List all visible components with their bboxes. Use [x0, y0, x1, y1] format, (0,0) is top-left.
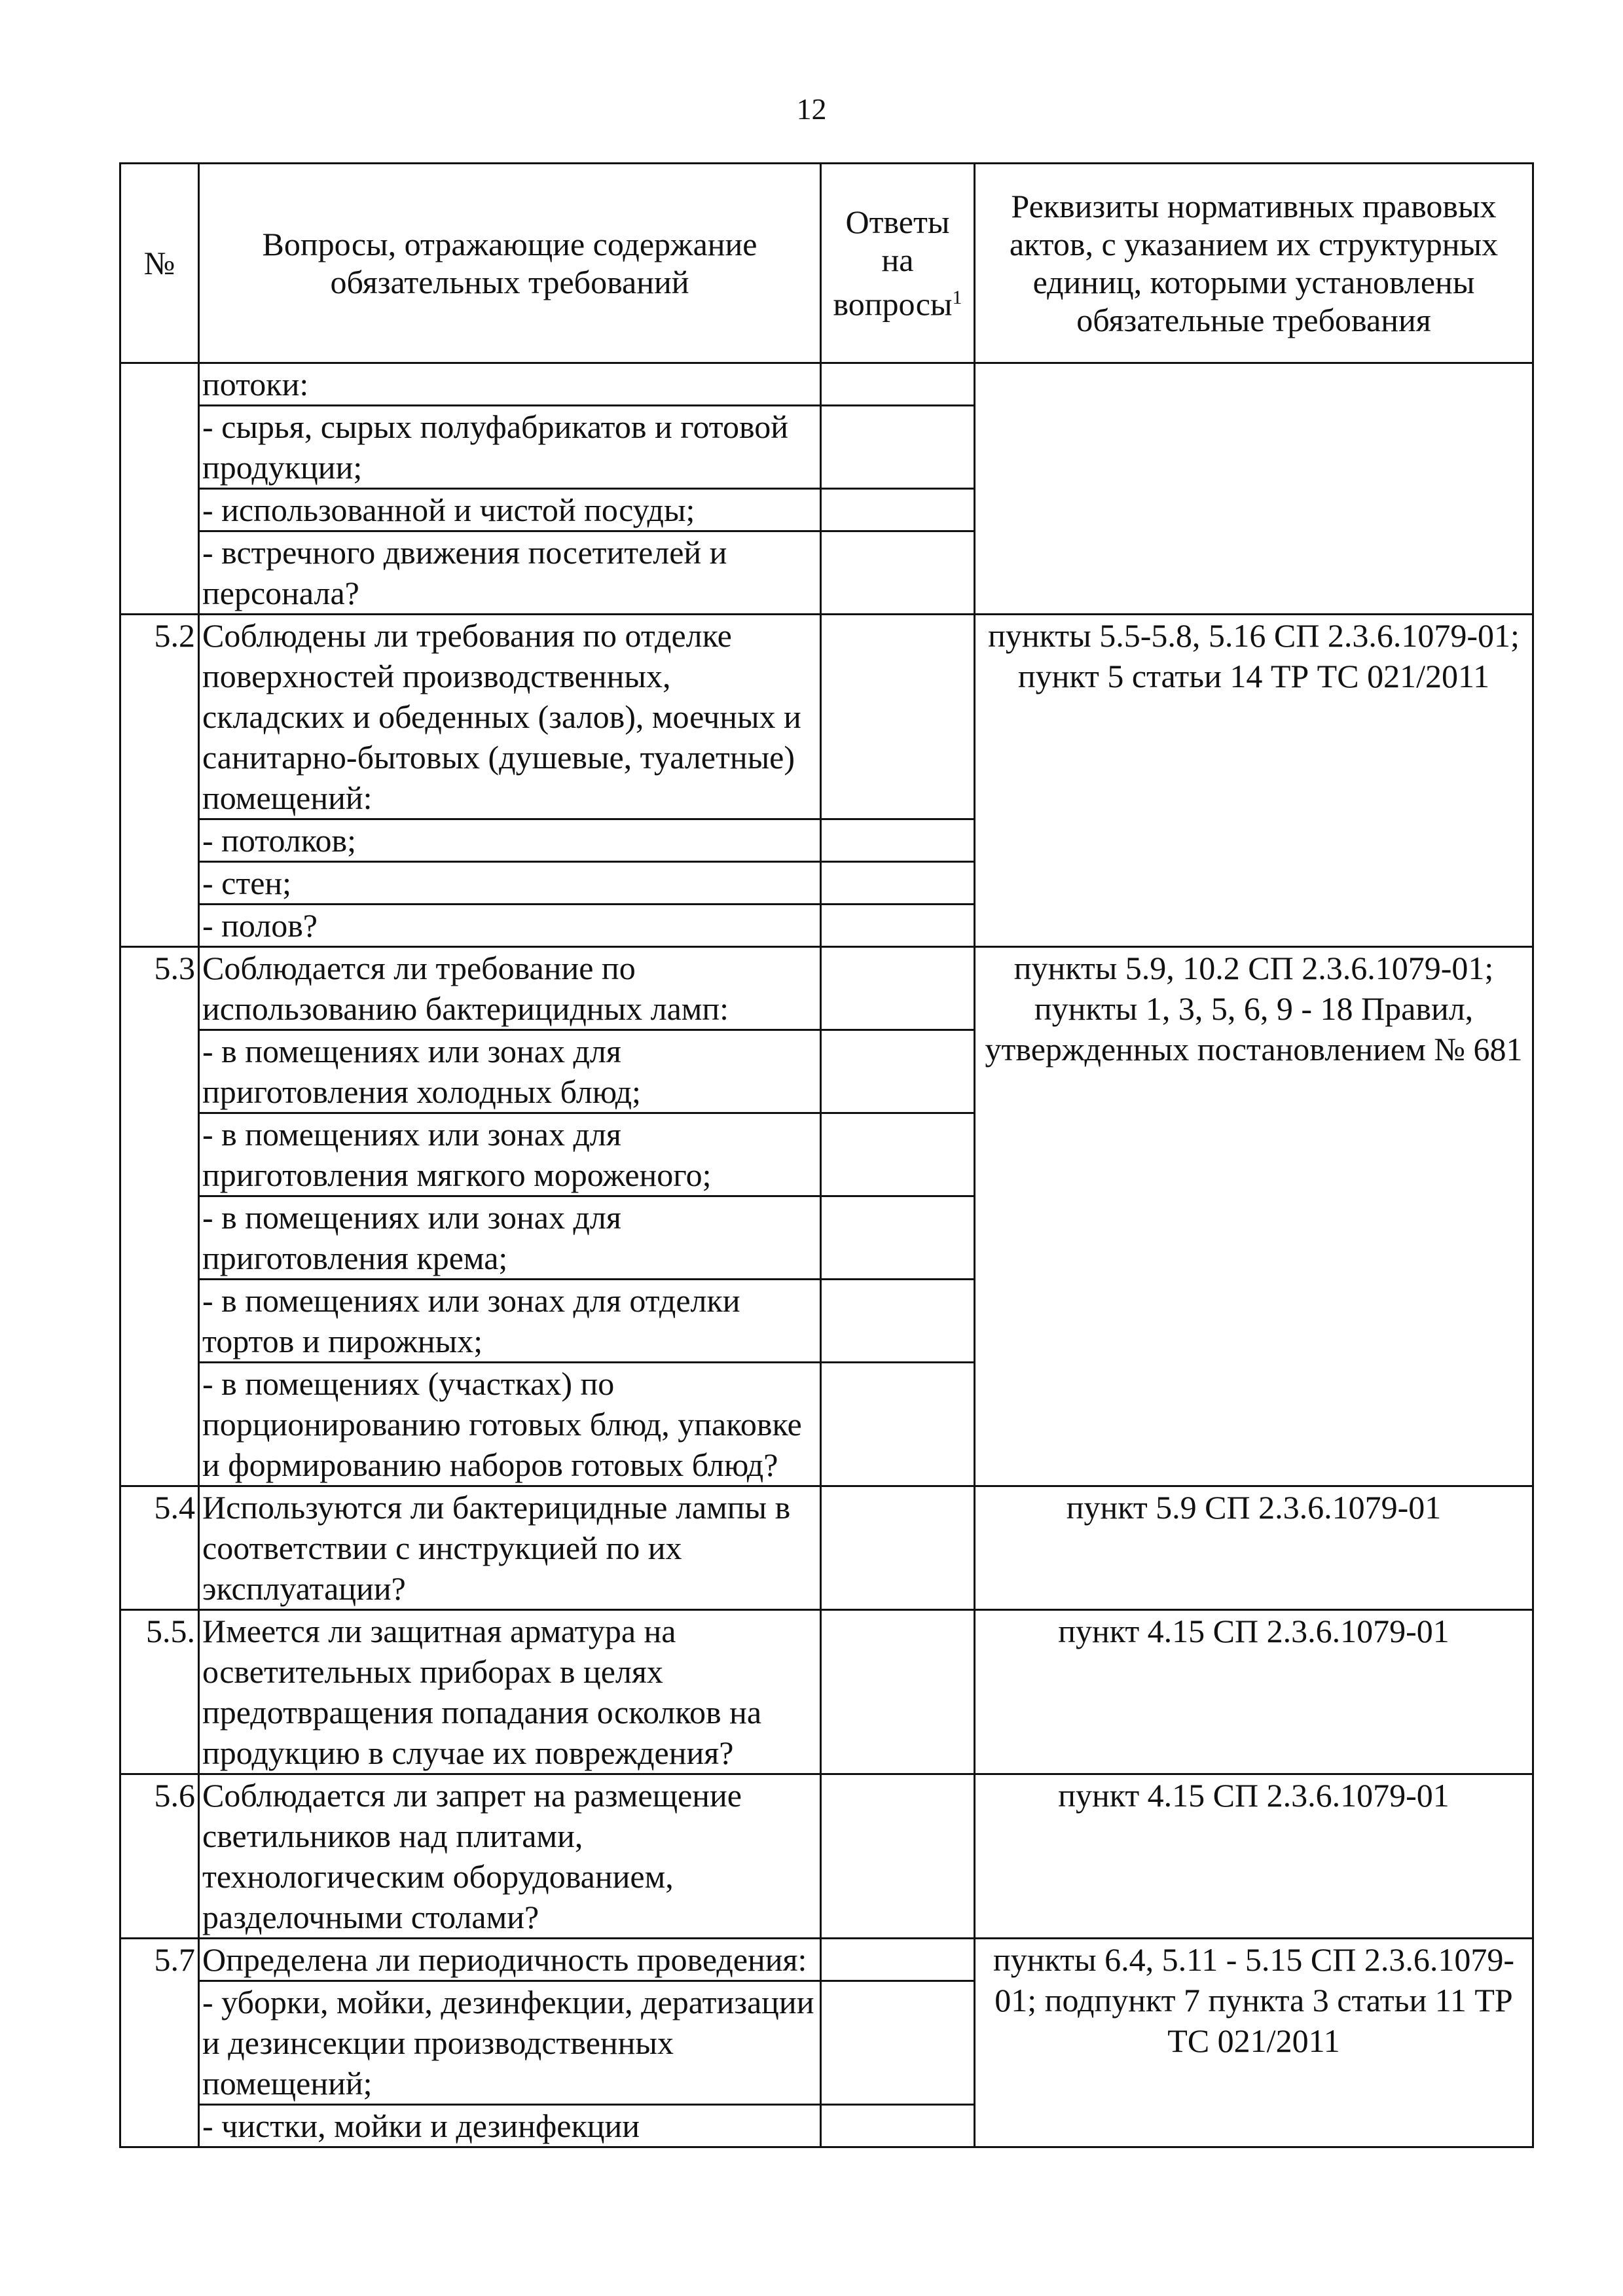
table-row: [120, 1610, 1533, 1774]
answer-cell[interactable]: [821, 1113, 975, 1196]
header-question: Вопросы, отражающие содержание обязательных требований: [199, 164, 821, 363]
answer-cell[interactable]: [821, 363, 975, 406]
answer-cell[interactable]: [821, 489, 975, 531]
header-answers-line2: на: [881, 242, 914, 279]
question-text: - в помещениях или зонах для приготовления мягкого мороженого;: [199, 1113, 821, 1196]
question-text: - в помещениях или зонах для отделки тортов и пирожных;: [199, 1280, 821, 1363]
item-number: 5.3: [120, 947, 199, 1486]
answer-cell[interactable]: [821, 1196, 975, 1280]
answer-cell[interactable]: [821, 1280, 975, 1363]
answer-cell[interactable]: [821, 1610, 975, 1774]
question-text: Определена ли периодичность проведения:: [199, 1939, 821, 1981]
header-answers-line3: вопросы: [833, 285, 953, 323]
question-text: - в помещениях или зонах для приготовления холодных блюд;: [199, 1030, 821, 1113]
question-text: - уборки, мойки, дезинфекции, дератизации и дезинсекции производственных помещений;: [199, 1981, 821, 2105]
answer-cell[interactable]: [821, 905, 975, 947]
question-text: - сырья, сырых полуфабрикатов и готовой продукции;: [199, 406, 821, 489]
table-row: [120, 1939, 1533, 1981]
page-number: 12: [796, 92, 827, 126]
answer-cell[interactable]: [821, 1030, 975, 1113]
requisites-text: пункты 5.9, 10.2 СП 2.3.6.1079-01; пункты 1, 3, 5, 6, 9 - 18 Правил, утвержденных постановлением № 681: [975, 947, 1533, 1486]
answer-cell[interactable]: [821, 1981, 975, 2105]
question-text: Используются ли бактерицидные лампы в соответствии с инструкцией по их эксплуатации?: [199, 1486, 821, 1610]
question-text: Соблюдается ли запрет на размещение светильников над плитами, технологическим оборудованием, разделочными столами?: [199, 1774, 821, 1939]
requisites-text: пункт 4.15 СП 2.3.6.1079-01: [975, 1774, 1533, 1939]
answer-cell[interactable]: [821, 2105, 975, 2147]
table-row: [120, 615, 1533, 819]
answer-cell[interactable]: [821, 1939, 975, 1981]
requisites-text: пункт 5.9 СП 2.3.6.1079-01: [975, 1486, 1533, 1610]
question-text: - чистки, мойки и дезинфекции: [199, 2105, 821, 2147]
question-text: Соблюдается ли требование по использованию бактерицидных ламп:: [199, 947, 821, 1030]
item-number: 5.6: [120, 1774, 199, 1939]
question-text: - потолков;: [199, 819, 821, 862]
question-text: потоки:: [199, 363, 821, 406]
table-row: [120, 363, 1533, 406]
answer-cell[interactable]: [821, 531, 975, 615]
requirements-table: [119, 162, 1534, 2148]
question-text: Соблюдены ли требования по отделке поверхностей производственных, складских и обеденных (залов), моечных и санитарно-бытовых (душевые, туалетные) помещений:: [199, 615, 821, 819]
item-number: 5.4: [120, 1486, 199, 1610]
question-text: - в помещениях (участках) по порционированию готовых блюд, упаковке и формированию наборов готовых блюд?: [199, 1363, 821, 1486]
table-row: [120, 947, 1533, 1030]
header-answers-line1: Ответы: [845, 204, 950, 241]
answer-cell[interactable]: [821, 819, 975, 862]
header-requisites: Реквизиты нормативных правовых актов, с указанием их структурных единиц, которыми установлены обязательные требования: [975, 164, 1533, 363]
header-answers: [821, 164, 975, 363]
table-row: [120, 1486, 1533, 1610]
requisites-text: пункты 5.5-5.8, 5.16 СП 2.3.6.1079-01; пункт 5 статьи 14 ТР ТС 021/2011: [975, 615, 1533, 947]
table-header-row: [120, 164, 1533, 363]
item-number: 5.2: [120, 615, 199, 947]
requisites-text: пункт 4.15 СП 2.3.6.1079-01: [975, 1610, 1533, 1774]
answer-cell[interactable]: [821, 862, 975, 905]
header-num: №: [120, 164, 199, 363]
item-number: [120, 363, 199, 615]
answer-cell[interactable]: [821, 406, 975, 489]
item-number: 5.5.: [120, 1610, 199, 1774]
footnote-marker: 1: [952, 287, 962, 309]
answer-cell[interactable]: [821, 1486, 975, 1610]
table-row: [120, 1774, 1533, 1939]
question-text: - полов?: [199, 905, 821, 947]
answer-cell[interactable]: [821, 947, 975, 1030]
item-number: 5.7: [120, 1939, 199, 2147]
question-text: - в помещениях или зонах для приготовления крема;: [199, 1196, 821, 1280]
question-text: - стен;: [199, 862, 821, 905]
requisites-text: [975, 363, 1533, 615]
answer-cell[interactable]: [821, 1774, 975, 1939]
answer-cell[interactable]: [821, 615, 975, 819]
requisites-text: пункты 6.4, 5.11 - 5.15 СП 2.3.6.1079-01; подпункт 7 пункта 3 статьи 11 ТР ТС 021/2011: [975, 1939, 1533, 2147]
question-text: - использованной и чистой посуды;: [199, 489, 821, 531]
question-text: - встречного движения посетителей и персонала?: [199, 531, 821, 615]
answer-cell[interactable]: [821, 1363, 975, 1486]
question-text: Имеется ли защитная арматура на осветительных приборах в целях предотвращения попадания осколков на продукцию в случае их повреждения?: [199, 1610, 821, 1774]
